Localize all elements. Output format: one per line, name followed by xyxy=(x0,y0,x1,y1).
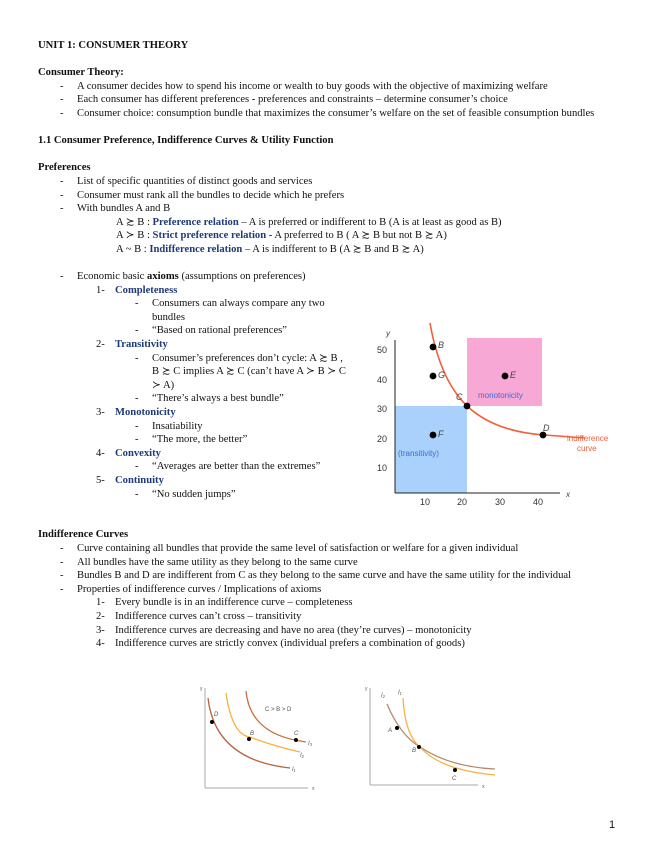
relation-symbol: A ≿ B : xyxy=(116,216,153,228)
axiom-points xyxy=(115,460,350,474)
property-item xyxy=(38,624,618,638)
property-text: Indifference curves can’t cross – transitivity xyxy=(115,610,302,622)
axiom-name: Monotonicity xyxy=(115,407,176,419)
point-c xyxy=(464,403,471,410)
curve-i1 xyxy=(403,698,495,775)
property-item xyxy=(38,637,618,651)
transitivity-annotation: (transitivity) xyxy=(398,449,439,458)
relation-desc: – A is indifferent to B (A ≿ B and B ≿ A) xyxy=(242,243,424,255)
y-tick: 20 xyxy=(377,434,388,444)
relation-name: Strict preference relation xyxy=(152,230,267,242)
list-item: - “Based on rational preferences” xyxy=(115,324,350,338)
x-tick: 20 xyxy=(457,497,468,507)
text: (assumptions on preferences) xyxy=(178,271,306,283)
point-label: D xyxy=(543,423,550,433)
point-label: E xyxy=(510,370,517,380)
axiom-number: 5- xyxy=(96,475,105,486)
text: Economic basic xyxy=(77,271,148,283)
point-c xyxy=(294,738,298,742)
y-tick: 10 xyxy=(377,463,388,473)
property-text: Every bundle is in an indifference curve – completeness xyxy=(115,597,353,609)
axiom-points xyxy=(115,297,350,338)
relation-preference xyxy=(38,216,618,230)
list-item: - Consumer’s preferences don’t cycle: A ≿ B , B ≿ C implies A ≿ C (can’t have A ≻ B ≻ C ≻ A) xyxy=(115,352,350,393)
relation-name: Preference relation xyxy=(152,216,239,228)
list-item: - Consumers can always compare any two bundles xyxy=(115,297,350,324)
list-item: - “No sudden jumps” xyxy=(115,488,350,502)
property-number: 3- xyxy=(96,624,105,636)
y-tick: 50 xyxy=(377,345,388,355)
point-label: B xyxy=(438,340,445,350)
property-text: Indifference curves are strictly convex (individual prefers a combination of goods) xyxy=(115,638,465,650)
relation-symbol: A ≻ B : xyxy=(116,230,153,242)
preferences-list xyxy=(38,175,618,216)
axiom-number: 1- xyxy=(96,284,105,296)
list-item: - Curve containing all bundles that provide the same level of satisfaction or welfare for a given individual xyxy=(38,542,618,556)
point-g xyxy=(430,373,437,380)
page-number: 1 xyxy=(609,819,616,831)
list-item: - Consumer choice: consumption bundle that maximizes the consumer’s welfare on the set of feasible consumption bundles xyxy=(38,107,618,121)
properties-list xyxy=(38,596,618,650)
property-text: Indifference curves are decreasing and have no area (they’re curves) – monotonicity xyxy=(115,624,472,636)
list-item: - “Averages are better than the extremes” xyxy=(115,460,350,474)
axiom-name: Continuity xyxy=(115,475,164,486)
crossing-curves-figure xyxy=(362,683,510,793)
x-tick: 10 xyxy=(420,497,431,507)
relation-indifference xyxy=(38,243,618,257)
curve-label: I₂ xyxy=(381,693,385,699)
consumer-theory-list xyxy=(38,80,618,121)
point-f xyxy=(430,432,437,439)
point-e xyxy=(502,373,509,380)
monotonicity-annotation: monotonicity xyxy=(478,391,523,400)
curve-label: I₃ xyxy=(308,741,313,747)
x-tick: 30 xyxy=(495,497,506,507)
relation-symbol: A ~ B : xyxy=(116,243,150,255)
axioms-intro xyxy=(38,270,618,284)
axiom-points xyxy=(115,488,350,502)
indifference-curves-heading: Indifference Curves xyxy=(38,529,129,541)
point-label: C xyxy=(294,731,299,737)
y-axis-label: y xyxy=(365,686,368,692)
x-axis-label: x xyxy=(482,784,485,790)
list-item: - Insatiability xyxy=(115,420,350,434)
section-heading: 1.1 Consumer Preference, Indifference Curves & Utility Function xyxy=(38,135,334,147)
axiom-points xyxy=(115,352,350,406)
point-c xyxy=(453,768,457,772)
list-item: - Each consumer has different preferences - preferences and constraints – determine consumer’s choice xyxy=(38,93,618,107)
curve-label: I₁ xyxy=(398,690,402,696)
curve-i2 xyxy=(226,693,300,752)
curve-label: I₁ xyxy=(292,767,296,773)
property-number: 2- xyxy=(96,610,105,622)
axiom-number: 2- xyxy=(96,339,105,351)
point-label: F xyxy=(438,429,444,439)
axiom-name: Transitivity xyxy=(115,339,168,351)
axiom-number: 4- xyxy=(96,447,105,459)
property-number: 4- xyxy=(96,638,105,650)
point-label: G xyxy=(438,370,446,380)
y-tick: 40 xyxy=(377,375,388,385)
point-a xyxy=(395,726,399,730)
point-label: C xyxy=(452,776,457,782)
list-item: - “The more, the better” xyxy=(115,433,350,447)
point-label: B xyxy=(250,731,255,737)
curve-annotation: indifference xyxy=(567,434,609,443)
property-number: 1- xyxy=(96,597,105,609)
list-item: - Bundles B and D are indifferent from C as they belong to the same curve and have the same utility for the individual xyxy=(38,569,618,583)
point-b xyxy=(247,737,251,741)
preferences-heading: Preferences xyxy=(38,162,91,174)
relation-desc: – A is preferred or indifferent to B (A is at least as good as B) xyxy=(238,216,502,228)
x-axis-label: x xyxy=(566,490,570,499)
indifference-list xyxy=(38,542,618,596)
list-item: - Properties of indifference curves / Implications of axioms xyxy=(38,583,618,597)
y-tick: 30 xyxy=(377,404,388,414)
property-item xyxy=(38,610,618,624)
indifference-curve-figure xyxy=(370,320,620,510)
order-annotation: C > B > D xyxy=(265,707,292,713)
list-item: - A consumer decides how to spend his income or wealth to buy goods with the objective of maximizing welfare xyxy=(38,80,618,94)
relation-desc: - A preferred to B ( A ≿ B but not B ≿ A) xyxy=(266,230,447,242)
list-item: - List of specific quantities of distinct goods and services xyxy=(38,175,618,189)
axiom-points xyxy=(115,420,350,447)
y-axis-label: y xyxy=(386,329,390,338)
curve-annotation: curve xyxy=(577,444,597,453)
axiom-name: Convexity xyxy=(115,447,161,459)
point-label: D xyxy=(214,712,219,718)
y-axis-label: y xyxy=(200,686,203,692)
curve-label: I₂ xyxy=(300,753,304,759)
curve-i2 xyxy=(387,704,495,769)
point-label: B xyxy=(412,748,417,754)
axiom-name: Completeness xyxy=(115,284,178,296)
text: axioms xyxy=(147,271,179,283)
relation-name: Indifference relation xyxy=(149,243,243,255)
x-tick: 40 xyxy=(533,497,544,507)
x-axis-label: x xyxy=(312,786,315,792)
ordered-curves-figure xyxy=(195,683,325,793)
relation-strict xyxy=(38,229,618,243)
property-item xyxy=(38,596,618,610)
point-b xyxy=(430,344,437,351)
list-item: - “There’s always a best bundle” xyxy=(115,392,350,406)
point-b xyxy=(417,745,421,749)
point-label: C xyxy=(456,392,463,402)
list-item: - All bundles have the same utility as they belong to the same curve xyxy=(38,556,618,570)
axioms-list xyxy=(38,270,618,284)
list-item: - Consumer must rank all the bundles to decide which he prefers xyxy=(38,189,618,203)
axiom-number: 3- xyxy=(96,407,105,419)
list-item: - With bundles A and B xyxy=(38,202,618,216)
point-label: A xyxy=(388,728,393,734)
consumer-theory-heading: Consumer Theory: xyxy=(38,67,124,79)
page-title: UNIT 1: CONSUMER THEORY xyxy=(38,40,189,51)
point-d xyxy=(210,720,214,724)
